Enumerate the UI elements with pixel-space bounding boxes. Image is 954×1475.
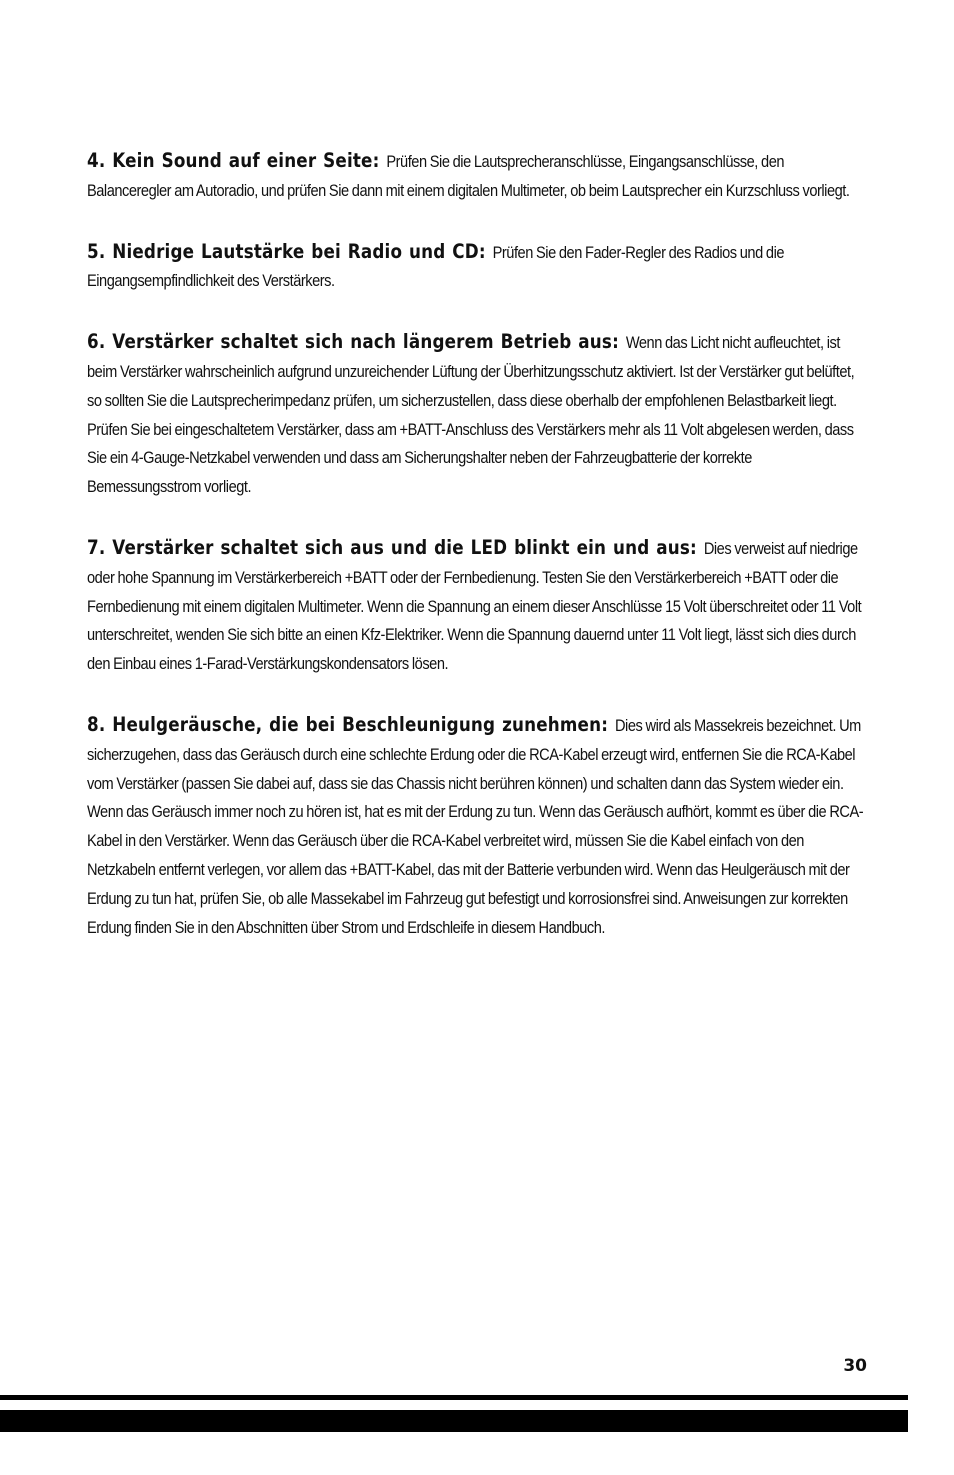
item-body: Prüfen Sie den Fader-Regler des Radios und die Eingangsempfindlichkeit des Verstärkers. (87, 242, 785, 291)
item-heading: 7. Verstärker schaltet sich aus und die LED blinkt ein und aus: (87, 535, 697, 559)
item-body: Dies verweist auf niedrige oder hohe Spannung im Verstärkerbereich +BATT oder der Fernbedienung. Testen Sie den Verstärkerbereich +BATT oder die Fernbedienung mit einem digitalen Multimeter. Wenn die Spannung an einem dieser Anschlüsse 15 Volt überschreitet oder 11 Volt unterschreitet, wenden Sie sich bitte an einen Kfz-Elektriker. Wenn die Spannung dauernd unter 11 Volt liegt, lässt sich dies durch den Einbau eines 1-Farad-Verstärkungskondensators lösen. (87, 538, 862, 674)
item-body: Prüfen Sie die Lautsprecheranschlüsse, Eingangsanschlüsse, den Balanceregler am Autoradio, und prüfen Sie dann mit einem digitalen Multimeter, ob beim Lautsprecher ein Kurzschluss vorliegt. (87, 152, 850, 200)
troubleshooting-content (87, 147, 867, 974)
troubleshooting-item-6 (87, 328, 867, 502)
footer-rule-thin (0, 1395, 908, 1400)
page-number: 30 (843, 1356, 867, 1376)
footer-rule-thick (0, 1410, 908, 1432)
item-heading: 4. Kein Sound auf einer Seite: (87, 149, 380, 172)
item-body: Dies wird als Massekreis bezeichnet. Um sicherzugehen, dass das Geräusch durch eine schlechte Erdung oder die RCA-Kabel erzeugt wird, entfernen Sie die RCA-Kabel vom Verstärker (passen Sie dabei auf, dass sie das Chassis nicht berühren können) und schalten dann das System wieder ein. Wenn das Geräusch immer noch zu hören ist, hat es mit der Erdung zu tun. Wenn das Geräusch aufhört, kommt es über die RCA-Kabel in den Verstärker. Wenn das Geräusch über die RCA-Kabel verbreitet wird, müssen Sie die Kabel einfach von den Netzkabeln entfernt verlegen, vor allem das +BATT-Kabel, das mit der Batterie verbunden wird. Wenn das Heulgeräusch mit der Erdung zu tun hat, prüfen Sie, ob alle Massekabel im Fahrzeug gut befestigt und korrosionsfrei sind. Anweisungen zur korrekten Erdung finden Sie in den Abschnitten über Strom und Erdschleife in diesem Handbuch. (87, 715, 864, 937)
troubleshooting-item-7 (87, 534, 867, 679)
item-heading: 5. Niedrige Lautstärke bei Radio und CD: (87, 239, 486, 263)
troubleshooting-item-8 (87, 711, 867, 942)
item-body: Wenn das Licht nicht aufleuchtet, ist beim Verstärker wahrscheinlich aufgrund unzureichender Lüftung der Überhitzungsschutz aktiviert. Ist der Verstärker gut belüftet, so sollten Sie die Lautsprecherimpedanz prüfen, um sicherzustellen, dass diese oberhalb der empfohlenen Belastbarkeit liegt. Prüfen Sie bei eingeschaltetem Verstärker, dass am +BATT-Anschluss des Verstärkers mehr als 11 Volt abgelesen werden, dass Sie ein 4-Gauge-Netzkabel verwenden und dass am Sicherungshalter neben der Fahrzeugbatterie der korrekte Bemessungsstrom vorliegt. (87, 333, 855, 497)
troubleshooting-item-4 (87, 147, 867, 206)
item-heading: 6. Verstärker schaltet sich nach längerem Betrieb aus: (87, 330, 619, 354)
item-heading: 8. Heulgeräusche, die bei Beschleunigung zunehmen: (87, 712, 609, 736)
troubleshooting-item-5 (87, 238, 867, 297)
